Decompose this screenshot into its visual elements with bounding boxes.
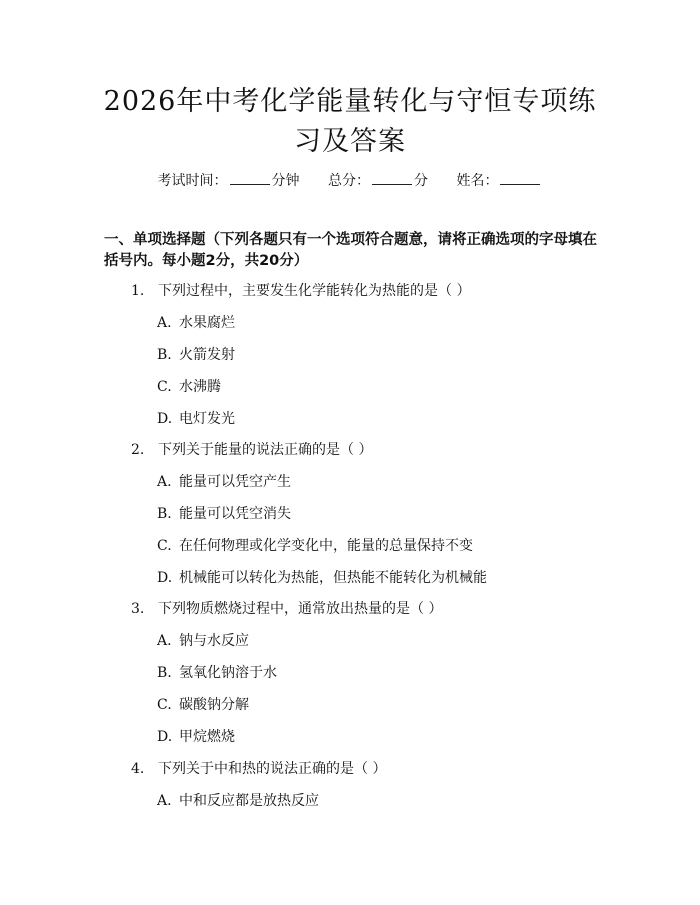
option-letter: B. xyxy=(157,506,172,522)
total-score-unit: 分 xyxy=(414,173,428,189)
option-letter: C. xyxy=(157,697,172,713)
option-text: 氢氧化钠溶于水 xyxy=(179,665,277,681)
option-letter: D. xyxy=(157,570,173,586)
question-text: 下列物质燃烧过程中，通常放出热量的是（ ） xyxy=(158,601,443,617)
total-score-label: 总分： xyxy=(328,173,370,189)
exam-time-blank xyxy=(230,170,270,185)
option-item xyxy=(157,536,473,556)
option-text: 机械能可以转化为热能，但热能不能转化为机械能 xyxy=(179,570,487,586)
question xyxy=(131,440,372,460)
question xyxy=(131,599,442,619)
option-letter: B. xyxy=(157,665,172,681)
option-letter: A. xyxy=(157,793,172,809)
option-item xyxy=(157,377,221,397)
option-letter: D. xyxy=(157,411,173,427)
section-heading: 一、单项选择题（下列各题只有一个选项符合题意，请将正确选项的字母填在括号内。每小题2分，共20分） xyxy=(104,232,597,269)
option-letter: A. xyxy=(157,315,172,331)
option-item xyxy=(157,409,235,429)
option-letter: A. xyxy=(157,633,172,649)
name-field xyxy=(456,170,542,191)
option-item xyxy=(157,345,235,365)
total-score-field xyxy=(328,170,428,191)
option-item xyxy=(157,504,291,524)
option-item xyxy=(157,791,319,811)
option-item xyxy=(157,631,249,651)
total-score-blank xyxy=(372,170,412,185)
option-item xyxy=(157,695,249,715)
option-letter: A. xyxy=(157,474,172,490)
option-item xyxy=(157,727,235,747)
option-letter: B. xyxy=(157,347,172,363)
option-text: 火箭发射 xyxy=(179,347,235,363)
option-letter: C. xyxy=(157,538,172,554)
question xyxy=(131,281,470,301)
option-item xyxy=(157,472,291,492)
question-number: 3. xyxy=(131,601,145,617)
option-text: 水果腐烂 xyxy=(179,315,235,331)
exam-time-label: 考试时间： xyxy=(157,173,228,189)
option-item xyxy=(157,313,235,333)
option-text: 钠与水反应 xyxy=(179,633,249,649)
question-text: 下列关于中和热的说法正确的是（ ） xyxy=(158,761,387,777)
option-text: 能量可以凭空产生 xyxy=(179,474,291,490)
page-title: 2026年中考化学能量转化与守恒专项练习及答案 xyxy=(103,86,597,157)
option-text: 能量可以凭空消失 xyxy=(179,506,291,522)
name-blank xyxy=(500,170,540,185)
option-letter: C. xyxy=(157,379,172,395)
option-letter: D. xyxy=(157,729,173,745)
question-number: 4. xyxy=(131,761,145,777)
exam-meta-line xyxy=(0,170,700,191)
option-text: 中和反应都是放热反应 xyxy=(179,793,319,809)
option-item xyxy=(157,568,487,588)
question xyxy=(131,759,386,779)
question-text: 下列关于能量的说法正确的是（ ） xyxy=(158,442,373,458)
option-text: 在任何物理或化学变化中，能量的总量保持不变 xyxy=(179,538,473,554)
option-item xyxy=(157,663,277,683)
option-text: 电灯发光 xyxy=(179,411,235,427)
option-text: 甲烷燃烧 xyxy=(179,729,235,745)
option-text: 碳酸钠分解 xyxy=(179,697,249,713)
question-number: 1. xyxy=(131,283,145,299)
question-text: 下列过程中，主要发生化学能转化为热能的是（ ） xyxy=(158,283,471,299)
question-number: 2. xyxy=(131,442,145,458)
option-text: 水沸腾 xyxy=(179,379,221,395)
exam-time-field xyxy=(158,170,300,191)
name-label: 姓名： xyxy=(456,173,499,189)
exam-time-unit: 分钟 xyxy=(271,173,300,189)
